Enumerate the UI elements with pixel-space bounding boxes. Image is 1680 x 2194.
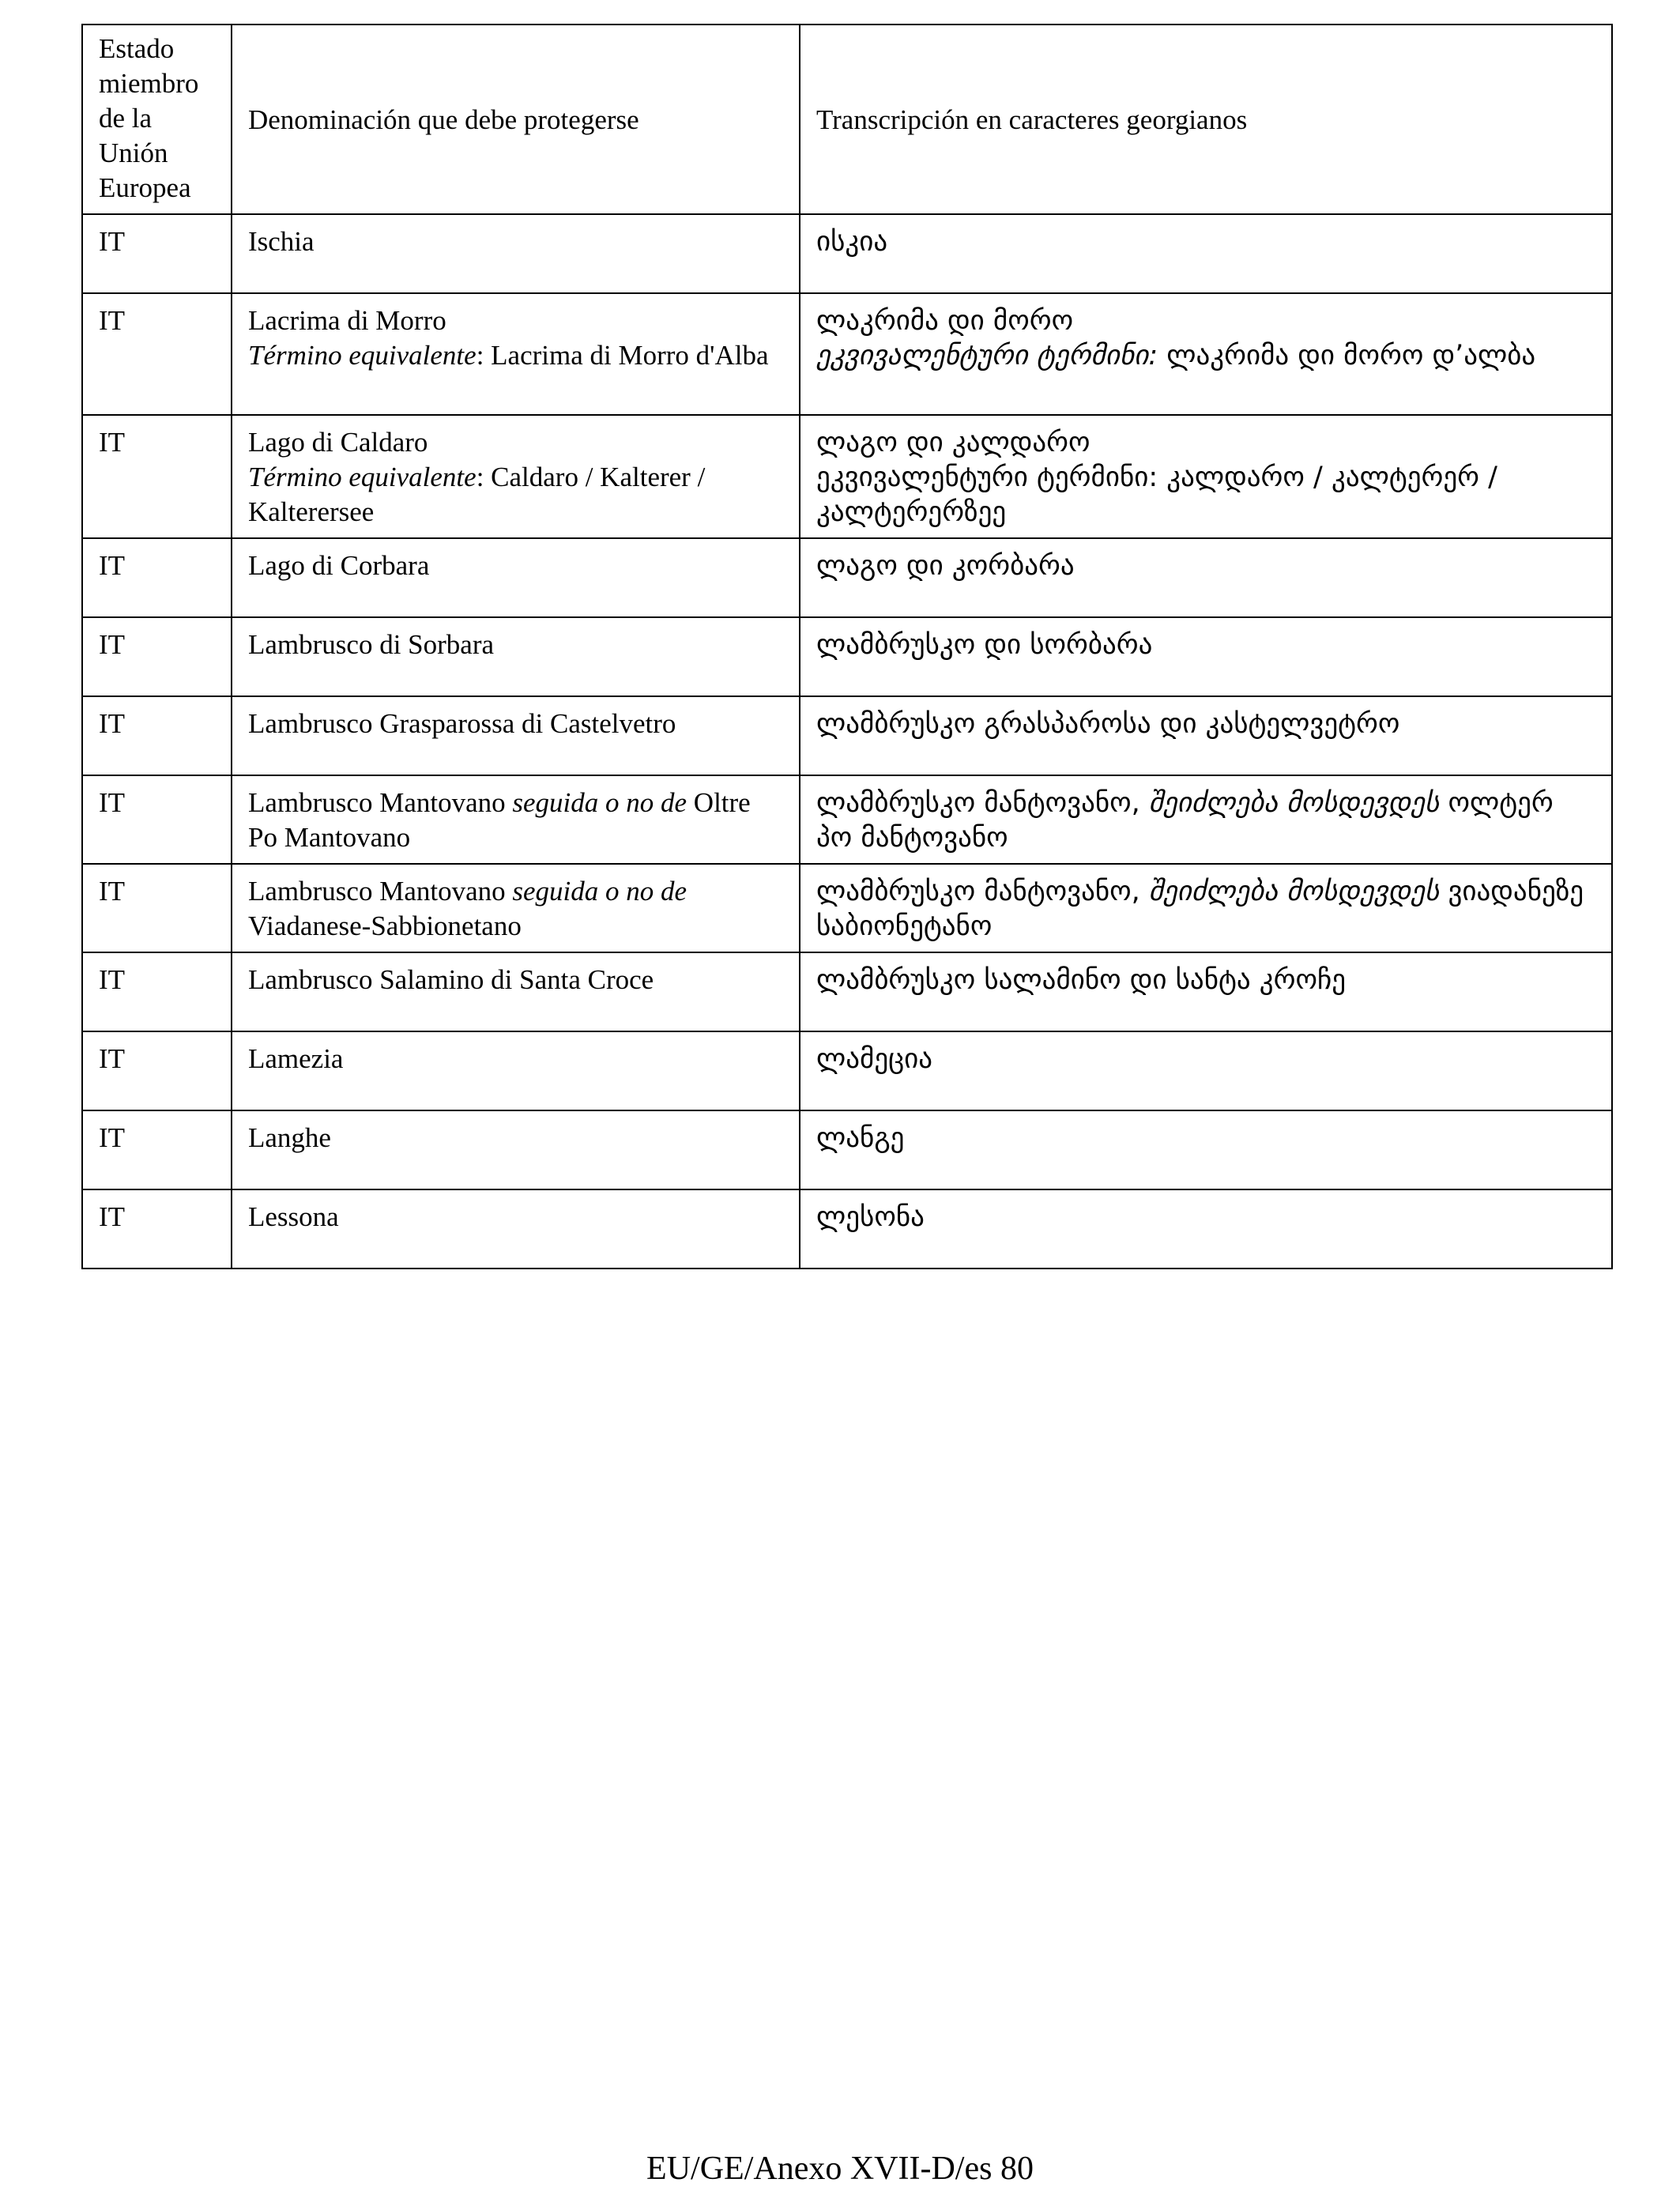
georgian-main: ლამბრუსკო მანტოვანო, — [816, 876, 1149, 907]
cell-member-state: IT — [82, 293, 232, 415]
cell-member-state: IT — [82, 415, 232, 538]
georgian-connector: შეიძლება მოსდევდეს — [1148, 876, 1440, 907]
table-row — [82, 415, 1612, 538]
cell-member-state: IT — [82, 952, 232, 1031]
denomination-tail: Oltre Po Mantovano — [248, 787, 751, 853]
cell-georgian — [800, 775, 1612, 864]
cell-denomination: Ischia — [232, 214, 800, 293]
cell-denomination — [232, 864, 800, 952]
header-denomination: Denominación que debe protegerse — [232, 25, 800, 214]
georgian-equivalent-value: ლაკრიმა დი მორო დ’ალბა — [1158, 340, 1536, 371]
cell-georgian: ლაგო დი კორბარა — [800, 538, 1612, 617]
georgian-tail: ვიადანეზე საბიონეტანო — [816, 876, 1584, 942]
georgian-equivalent-label: ეკვივალენტური ტერმინი: — [816, 340, 1158, 371]
equivalent-term-label: Término equivalente — [248, 462, 477, 492]
cell-member-state: IT — [82, 775, 232, 864]
denomination-main: Lacrima di Morro — [248, 305, 446, 336]
cell-denomination: Langhe — [232, 1110, 800, 1189]
denominations-table — [81, 24, 1613, 1269]
table-row — [82, 952, 1612, 1031]
cell-georgian — [800, 293, 1612, 415]
table-row — [82, 1189, 1612, 1269]
georgian-equivalent: ეკვივალენტური ტერმინი: კალდარო / კალტერერ / კალტერერზეე — [816, 462, 1497, 528]
table-row — [82, 1031, 1612, 1110]
page-footer-reference: EU/GE/Anexo XVII-D/es 80 — [646, 2151, 1034, 2187]
cell-georgian — [800, 864, 1612, 952]
table-header-row — [82, 25, 1612, 214]
table-row — [82, 775, 1612, 864]
cell-denomination — [232, 775, 800, 864]
table-row — [82, 293, 1612, 415]
georgian-tail: ოლტერ პო მანტოვანო — [816, 787, 1554, 854]
table-row — [82, 864, 1612, 952]
table-row — [82, 617, 1612, 696]
cell-member-state: IT — [82, 696, 232, 775]
denomination-connector: seguida o no de — [512, 876, 687, 907]
equivalent-term-value: : Caldaro / Kalterer / Kalterersee — [248, 462, 706, 527]
cell-denomination: Lambrusco di Sorbara — [232, 617, 800, 696]
cell-member-state: IT — [82, 1031, 232, 1110]
denomination-tail: Viadanese-Sabbionetano — [248, 910, 522, 941]
denomination-main: Lambrusco Mantovano — [248, 876, 513, 907]
cell-georgian: ლესონა — [800, 1189, 1612, 1269]
cell-georgian: ისკია — [800, 214, 1612, 293]
cell-denomination: Lambrusco Grasparossa di Castelvetro — [232, 696, 800, 775]
equivalent-term-value: : Lacrima di Morro d'Alba — [476, 340, 769, 371]
equivalent-term-label: Término equivalente — [248, 340, 477, 371]
cell-denomination — [232, 293, 800, 415]
cell-member-state: IT — [82, 1110, 232, 1189]
cell-member-state: IT — [82, 1189, 232, 1269]
header-member-state: Estado miembro de la Unión Europea — [82, 25, 232, 214]
cell-denomination: Lago di Corbara — [232, 538, 800, 617]
table-row — [82, 214, 1612, 293]
georgian-connector: შეიძლება მოსდევდეს — [1148, 787, 1440, 819]
cell-member-state: IT — [82, 617, 232, 696]
denomination-main: Lago di Caldaro — [248, 427, 428, 458]
cell-denomination: Lessona — [232, 1189, 800, 1269]
georgian-main: ლაკრიმა დი მორო — [816, 305, 1074, 337]
cell-georgian: ლამბრუსკო დი სორბარა — [800, 617, 1612, 696]
cell-member-state: IT — [82, 864, 232, 952]
cell-denomination — [232, 415, 800, 538]
cell-member-state: IT — [82, 538, 232, 617]
table-row — [82, 538, 1612, 617]
cell-georgian: ლამბრუსკო სალამინო დი სანტა კროჩე — [800, 952, 1612, 1031]
cell-georgian: ლამეცია — [800, 1031, 1612, 1110]
table-row — [82, 696, 1612, 775]
denomination-main: Lambrusco Mantovano — [248, 787, 513, 818]
cell-georgian — [800, 415, 1612, 538]
cell-denomination: Lamezia — [232, 1031, 800, 1110]
table-row — [82, 1110, 1612, 1189]
cell-georgian: ლამბრუსკო გრასპაროსა დი კასტელვეტრო — [800, 696, 1612, 775]
cell-denomination: Lambrusco Salamino di Santa Croce — [232, 952, 800, 1031]
cell-georgian: ლანგე — [800, 1110, 1612, 1189]
georgian-main: ლამბრუსკო მანტოვანო, — [816, 787, 1149, 819]
cell-member-state: IT — [82, 214, 232, 293]
denomination-connector: seguida o no de — [512, 787, 687, 818]
header-georgian-transcription: Transcripción en caracteres georgianos — [800, 25, 1612, 214]
georgian-main: ლაგო დი კალდარო — [816, 427, 1090, 458]
